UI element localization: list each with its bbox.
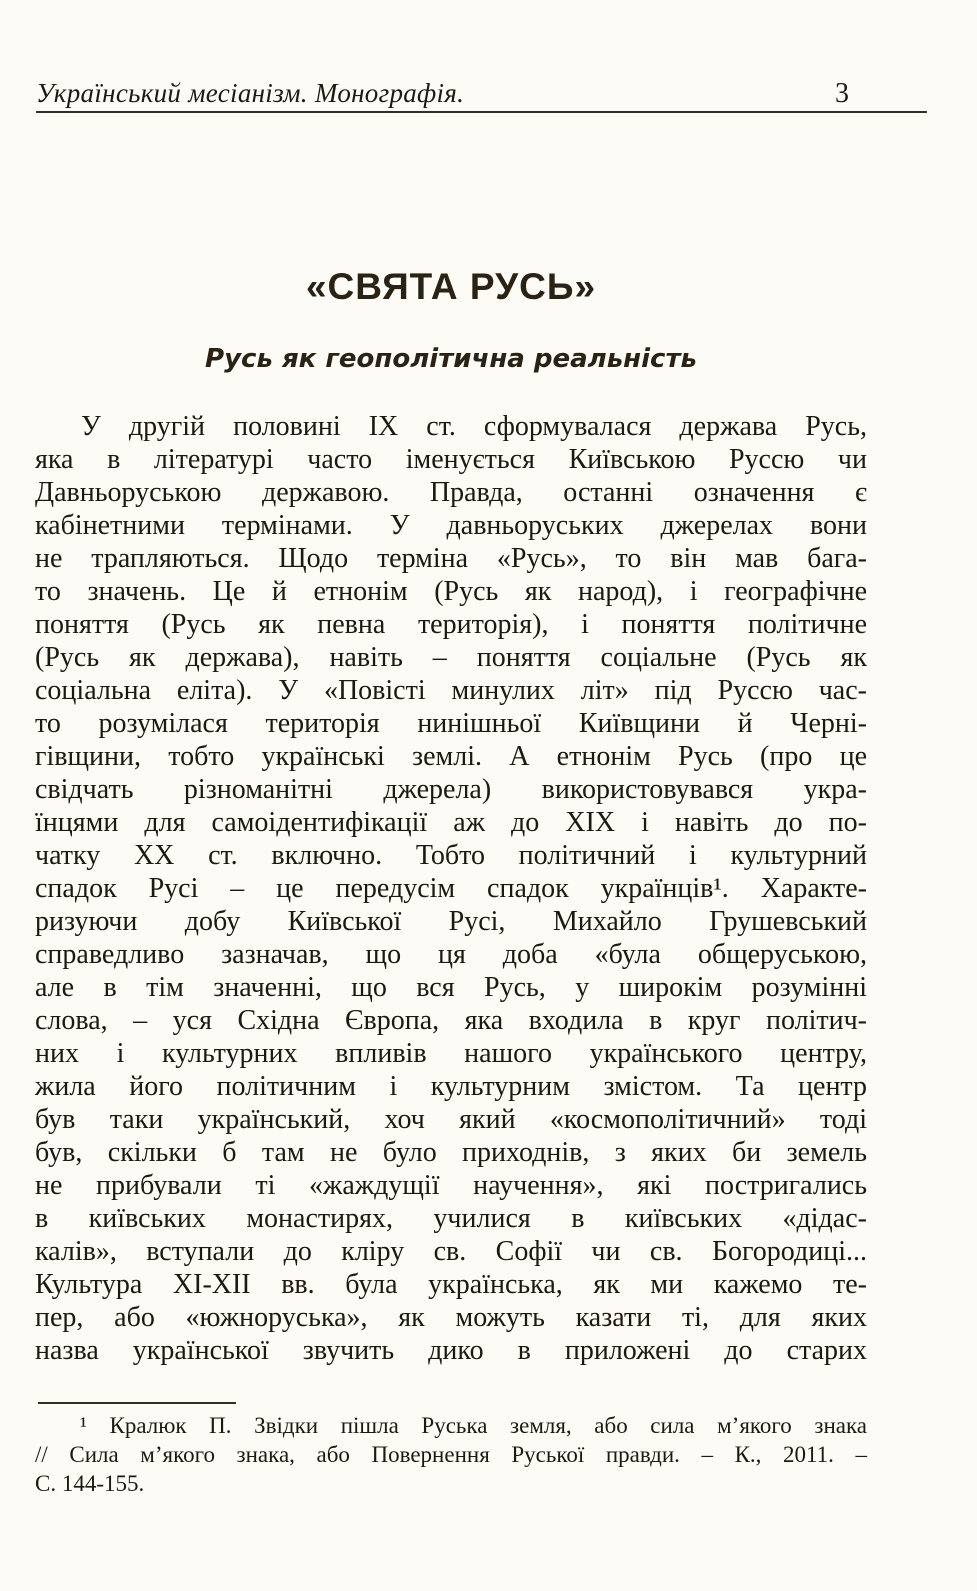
header-rule bbox=[36, 111, 927, 113]
body-line: спадок Русі – це передусім спадок українців¹. Характе- bbox=[35, 873, 867, 904]
section-subtitle: Русь як геополітична реальність bbox=[205, 344, 697, 374]
body-line: ризуючи добу Київської Русі, Михайло Грушевський bbox=[35, 906, 867, 937]
body-line: назва української звучить дико в приложені до старих bbox=[35, 1335, 867, 1366]
body-line: слова, – уся Східна Європа, яка входила в круг політич- bbox=[35, 1005, 867, 1036]
body-line: то розумілася територія нинішньої Київщини й Черні- bbox=[35, 708, 867, 739]
body-line: пер, або «южноруська», як можуть казати ті, для яких bbox=[35, 1302, 867, 1333]
page-number: 3 bbox=[835, 78, 849, 109]
running-header bbox=[36, 78, 927, 110]
body-line: гівщини, тобто українські землі. А етнонім Русь (про це bbox=[35, 741, 867, 772]
body-line: У другій половині IX ст. сформувалася держава Русь, bbox=[81, 411, 867, 442]
body-line: поняття (Русь як певна територія), і поняття політичне bbox=[35, 609, 867, 640]
body-line: не трапляються. Щодо терміна «Русь», то він мав бага- bbox=[35, 543, 867, 574]
body-line: калів», вступали до кліру св. Софії чи св. Богородиці... bbox=[35, 1236, 867, 1267]
body-text bbox=[35, 410, 867, 1367]
body-line: яка в літературі часто іменується Київською Руссю чи bbox=[35, 444, 867, 475]
body-line: Культура XI-XII вв. була українська, як ми кажемо те- bbox=[35, 1269, 867, 1300]
body-line: кабінетними термінами. У давньоруських джерелах вони bbox=[35, 510, 867, 541]
body-line: то значень. Це й етнонім (Русь як народ), і географічне bbox=[35, 576, 867, 607]
body-line: був таки український, хоч який «космополітичний» тоді bbox=[35, 1104, 867, 1135]
body-line: свідчать різноманітні джерела) використовувався укра- bbox=[35, 774, 867, 805]
footnote bbox=[35, 1411, 867, 1498]
body-line: був, скільки б там не було приходнів, з яких би земель bbox=[35, 1137, 867, 1168]
chapter-title: «СВЯТА РУСЬ» bbox=[305, 266, 597, 307]
running-header-title: Український месіанізм. Монографія. bbox=[36, 78, 465, 108]
footnote-line: С. 144-155. bbox=[35, 1471, 145, 1496]
footnote-line: // Сила м’якого знака, або Повернення Руської правди. – К., 2011. – bbox=[35, 1442, 867, 1467]
body-line: Давньоруською державою. Правда, останні означення є bbox=[35, 477, 867, 508]
footnote-line: ¹ Кралюк П. Звідки пішла Руська земля, або сила м’якого знака bbox=[80, 1413, 867, 1438]
body-line: соціальна еліта). У «Повісті минулих літ» під Руссю час- bbox=[35, 675, 867, 706]
footnote-rule bbox=[38, 1402, 236, 1404]
body-line: них і культурних впливів нашого українського центру, bbox=[35, 1038, 867, 1069]
body-line: справедливо зазначав, що ця доба «була общеруською, bbox=[35, 939, 867, 970]
body-line: але в тім значенні, що вся Русь, у широкім розумінні bbox=[35, 972, 867, 1003]
body-line: в київських монастирях, училися в київських «дідас- bbox=[35, 1203, 867, 1234]
body-line: чатку XX ст. включно. Тобто політичний і культурний bbox=[35, 840, 867, 871]
body-line: (Русь як держава), навіть – поняття соціальне (Русь як bbox=[35, 642, 867, 673]
body-line: не прибували ті «жаждущії научення», які постригались bbox=[35, 1170, 867, 1201]
body-line: жила його політичним і культурним змістом. Та центр bbox=[35, 1071, 867, 1102]
body-line: їнцями для самоідентифікації аж до XIX і навіть до по- bbox=[35, 807, 867, 838]
